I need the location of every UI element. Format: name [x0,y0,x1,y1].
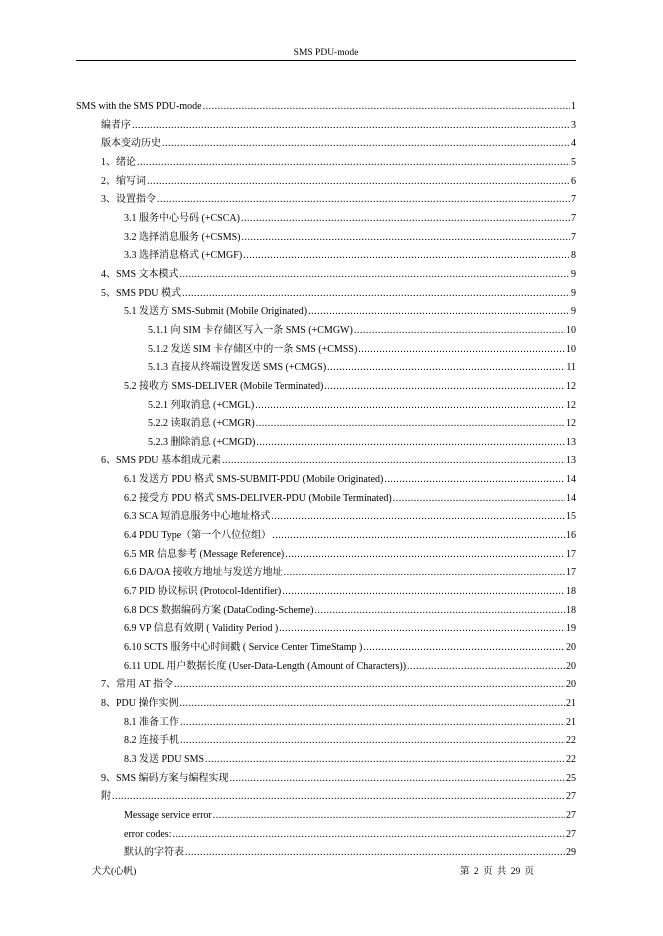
toc-dot-leader [185,844,565,863]
toc-entry-page: 4 [571,138,576,150]
toc-dot-leader [213,807,565,826]
toc-dot-leader [407,658,565,677]
toc-entry-title: 7、常用 AT 指令 [101,679,174,691]
toc-entry[interactable] [76,602,576,621]
toc-entry-title: 6.2 接受方 PDU 格式 SMS-DELIVER-PDU (Mobile Terminated) [124,492,392,504]
toc-entry-title: 6.3 SCA 短消息服务中心地址格式 [124,511,271,523]
toc-entry-page: 9 [571,287,576,299]
toc-entry-title: 版本变动历史 [101,138,161,150]
toc-entry-title: 5.1 发送方 SMS-Submit (Mobile Originated) [124,306,308,318]
toc-entry[interactable] [76,229,576,248]
toc-entry-title: 6.6 DA/OA 接收方地址与发送方地址 [124,567,283,579]
toc-entry-page: 17 [566,548,576,560]
toc-entry[interactable] [76,564,576,583]
toc-entry-title: 8、PDU 操作实例 [101,698,179,709]
toc-dot-leader [393,490,565,509]
toc-entry-title: 3.1 服务中心号码 (+CSCA) [124,212,240,224]
toc-dot-leader [314,602,565,621]
toc-dot-leader [180,714,565,733]
toc-entry-title: 默认的字符表 [124,847,184,859]
toc-entry-page: 25 [566,772,576,784]
toc-entry-title: error codes: [124,828,172,840]
toc-entry-title: 5.2.3 删除消息 (+CMGD) [148,436,256,448]
toc-entry[interactable] [76,397,576,416]
toc-entry[interactable] [76,378,576,397]
toc-dot-leader [180,695,565,714]
toc-entry-page: 22 [566,753,576,765]
toc-entry-page: 10 [566,324,576,336]
toc-dot-leader [324,378,565,397]
toc-entry-title: 6.9 VP 信息有效期 ( Validity Period ) [124,623,279,635]
footer-author: 犬犬(心帆) [92,867,137,877]
toc-dot-leader [256,415,565,434]
toc-entry-title: 5.2 接收方 SMS-DELIVER (Mobile Terminated) [124,380,324,392]
toc-dot-leader [132,117,570,136]
toc-entry[interactable] [76,434,576,453]
toc-entry-title: 5.2.1 列取消息 (+CMGL) [148,399,255,411]
toc-entry[interactable] [76,341,576,360]
toc-dot-leader [243,247,570,266]
toc-entry-page: 11 [566,362,576,374]
toc-dot-leader [327,359,565,378]
toc-entry[interactable] [76,415,576,434]
toc-entry-page: 17 [566,567,576,579]
toc-entry[interactable] [76,322,576,341]
toc-dot-leader [230,770,565,789]
toc-entry[interactable] [76,639,576,658]
toc-dot-leader [162,135,570,154]
toc-entry-page: 7 [571,212,576,224]
toc-dot-leader [271,508,565,527]
toc-entry[interactable] [76,788,576,807]
toc-entry-page: 21 [566,698,576,709]
toc-dot-leader [384,471,565,490]
toc-entry[interactable] [76,620,576,639]
toc-entry-page: 5 [571,156,576,168]
toc-entry-title: 6.5 MR 信息参考 (Message Reference) [124,548,285,560]
toc-dot-leader [282,583,565,602]
toc-entry-title: 4、SMS 文本模式 [101,268,179,280]
toc-entry-page: 6 [571,175,576,187]
toc-entry[interactable] [76,583,576,602]
toc-entry[interactable] [76,546,576,565]
toc-entry-page: 18 [566,586,576,598]
toc-entry-page: 18 [566,604,576,616]
toc-dot-leader [203,98,570,117]
toc-entry-page: 12 [566,418,576,430]
toc-entry-page: 21 [566,716,576,728]
toc-entry[interactable] [76,490,576,509]
toc-entry-title: 附 [101,791,111,803]
header-rule [76,60,576,61]
toc-entry-title: 2、缩写词 [101,175,146,187]
toc-dot-leader [180,732,565,751]
toc-entry-title: 3.2 选择消息服务 (+CSMS) [124,231,241,243]
toc-entry-title: 6.10 SCTS 服务中心时间戳 ( Service Center TimeStamp ) [124,642,363,654]
footer-page-info: 第 2 页 共 29 页 [460,867,535,877]
toc-entry[interactable] [76,173,576,192]
toc-entry[interactable] [76,303,576,322]
toc-entry-title: 8.2 连接手机 [124,735,179,747]
toc-dot-leader [284,564,565,583]
toc-entry[interactable] [76,695,576,714]
toc-dot-leader [285,546,565,565]
toc-entry-page: 10 [566,343,576,355]
toc-entry-title: 5.1.3 直接从终端设置发送 SMS (+CMGS) [148,362,327,374]
toc-dot-leader [241,210,570,229]
toc-entry-page: 8 [571,250,576,262]
toc-dot-leader [308,303,570,322]
toc-entry-page: 29 [566,847,576,859]
toc-entry[interactable] [76,508,576,527]
toc-entry[interactable] [76,135,576,154]
toc-entry-page: 3 [571,119,576,131]
toc-dot-leader [255,397,565,416]
toc-entry-page: 9 [571,268,576,280]
toc-entry[interactable] [76,98,576,117]
toc-entry-title: 5.2.2 读取消息 (+CMGR) [148,418,255,430]
toc-entry-title: 6.4 PDU Type（第一个八位位组） [124,530,272,542]
toc-dot-leader [137,154,570,173]
toc-entry[interactable] [76,751,576,770]
toc-dot-leader [256,434,565,453]
toc-entry-page: 22 [566,735,576,747]
toc-entry[interactable] [76,527,576,546]
toc-entry-page: 16 [566,530,576,542]
toc-dot-leader [363,639,565,658]
toc-entry[interactable] [76,247,576,266]
toc-entry-title: 8.3 发送 PDU SMS [124,753,205,765]
toc-dot-leader [205,751,565,770]
toc-entry-title: 9、SMS 编码方案与编程实现 [101,772,229,784]
toc-dot-leader [157,191,570,210]
toc-entry-title: 3、设置指令 [101,194,156,206]
toc-entry-title: 6.11 UDL 用户数据长度 (User-Data-Length (Amount of Characters)) [124,660,407,672]
toc-entry-title: SMS with the SMS PDU-mode [76,101,202,112]
toc-entry[interactable] [76,210,576,229]
toc-entry-page: 9 [571,306,576,318]
toc-entry-title: 5.1.2 发送 SIM 卡存储区中的一条 SMS (+CMSS) [148,343,358,355]
toc-entry-title: 1、绪论 [101,156,136,168]
toc-entry-page: 14 [566,474,576,486]
toc-entry[interactable] [76,770,576,789]
toc-dot-leader [354,322,565,341]
toc-entry-page: 27 [566,828,576,840]
toc-entry[interactable] [76,266,576,285]
toc-entry-page: 15 [566,511,576,523]
toc-entry[interactable] [76,154,576,173]
toc-entry-page: 12 [566,380,576,392]
toc-entry-page: 14 [566,492,576,504]
toc-entry-title: 5.1.1 向 SIM 卡存储区写入一条 SMS (+CMGW) [148,324,353,336]
toc-dot-leader [180,266,570,285]
toc-entry-page: 27 [566,809,576,821]
toc-entry[interactable] [76,676,576,695]
toc-entry[interactable] [76,452,576,471]
toc-entry-page: 20 [566,642,576,654]
toc-entry-page: 27 [566,791,576,803]
toc-entry[interactable] [76,285,576,304]
toc-entry-page: 1 [571,101,576,112]
toc-dot-leader [112,788,565,807]
toc-dot-leader [272,527,565,546]
toc-entry-title: 6、SMS PDU 基本组成元素 [101,455,222,467]
toc-entry-title: 5、SMS PDU 模式 [101,287,182,299]
toc-entry[interactable] [76,471,576,490]
toc-entry-page: 7 [571,194,576,206]
toc-dot-leader [358,341,565,360]
toc-entry-page: 19 [566,623,576,635]
toc-entry-title: 编者序 [101,119,131,131]
toc-entry[interactable] [76,732,576,751]
toc-entry-title: Message service error [124,809,212,821]
toc-entry[interactable] [76,359,576,378]
toc-entry-title: 6.7 PID 协议标识 (Protocol-Identifier) [124,586,282,598]
toc-entry-page: 13 [566,455,576,467]
toc-entry[interactable] [76,844,576,863]
toc-entry[interactable] [76,807,576,826]
toc-entry-page: 20 [566,679,576,691]
toc-entry-title: 8.1 准备工作 [124,716,179,728]
toc-dot-leader [241,229,570,248]
toc-entry[interactable] [76,117,576,136]
toc-dot-leader [279,620,565,639]
toc-dot-leader [182,285,570,304]
toc-entry[interactable] [76,714,576,733]
toc-dot-leader [174,676,565,695]
toc-entry[interactable] [76,826,576,845]
toc-entry[interactable] [76,191,576,210]
toc-dot-leader [147,173,570,192]
toc-dot-leader [172,826,565,845]
toc-entry-page: 20 [566,660,576,672]
toc-entry-title: 6.8 DCS 数据编码方案 (DataCoding-Scheme) [124,604,314,616]
page-header: SMS PDU-mode [293,48,359,58]
toc-dot-leader [222,452,565,471]
toc-entry[interactable] [76,658,576,677]
toc-entry-page: 12 [566,399,576,411]
toc-entry-title: 6.1 发送方 PDU 格式 SMS-SUBMIT-PDU (Mobile Originated) [124,474,384,486]
toc-entry-page: 7 [571,231,576,243]
toc-entry-title: 3.3 选择消息格式 (+CMGF) [124,250,243,262]
table-of-contents [76,98,576,863]
toc-entry-page: 13 [566,436,576,448]
